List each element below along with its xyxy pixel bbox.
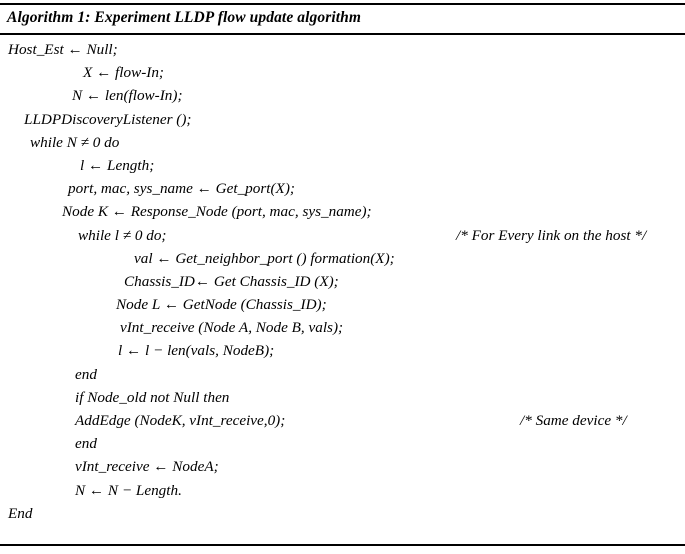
algorithm-line <box>0 200 685 223</box>
algorithm-line-code: end <box>75 365 97 383</box>
algorithm-line <box>0 455 685 478</box>
algorithm-body <box>0 38 685 525</box>
algorithm-line-code: end <box>75 435 97 453</box>
algorithm-line-code: Host_Est ← Null; <box>8 41 118 58</box>
title-rule-divider <box>0 33 685 35</box>
bottom-rule-divider <box>0 544 685 546</box>
algorithm-line-code: if Node_old not Null then <box>75 388 230 406</box>
algorithm-line-code: l ← l − len(vals, NodeB); <box>118 342 275 360</box>
algorithm-line <box>0 502 685 525</box>
algorithm-line <box>0 108 685 131</box>
algorithm-line <box>0 38 685 61</box>
algorithm-line-code: vInt_receive (Node A, Node B, vals); <box>120 319 344 337</box>
algorithm-line-code: End <box>8 504 33 522</box>
algorithm-line-code: Chassis_ID← Get Chassis_ID (X); <box>124 272 339 290</box>
algorithm-line <box>0 409 685 432</box>
algorithm-line <box>0 270 685 293</box>
algorithm-line <box>0 224 685 247</box>
algorithm-line-code: AddEdge (NodeK, vInt_receive,0); <box>75 412 286 429</box>
algorithm-line-code: val ← Get_neighbor_port () formation(X); <box>134 249 395 267</box>
algorithm-line <box>0 386 685 409</box>
algorithm-line-code: while l ≠ 0 do; <box>78 226 167 244</box>
algorithm-line-comment: /* Same device */ <box>520 412 627 429</box>
algorithm-line <box>0 339 685 362</box>
algorithm-line-code: port, mac, sys_name ← Get_port(X); <box>68 180 295 198</box>
algorithm-line-code: Node L ← GetNode (Chassis_ID); <box>116 296 327 314</box>
algorithm-line-code: l ← Length; <box>80 156 155 174</box>
algorithm-line <box>0 247 685 270</box>
algorithm-line-code: vInt_receive ← NodeA; <box>75 458 219 476</box>
algorithm-line-code: Node K ← Response_Node (port, mac, sys_name); <box>62 203 372 221</box>
algorithm-line <box>0 84 685 107</box>
algorithm-line <box>0 154 685 177</box>
algorithm-line <box>0 131 685 154</box>
algorithm-line <box>0 432 685 455</box>
algorithm-line-code: X ← flow-In; <box>83 64 164 82</box>
top-rule-divider <box>0 3 685 5</box>
algorithm-line <box>0 61 685 84</box>
algorithm-line-comment: /* For Every link on the host */ <box>456 226 647 244</box>
algorithm-line <box>0 293 685 316</box>
algorithm-line <box>0 177 685 200</box>
algorithm-line-code: N ← len(flow-In); <box>72 87 183 105</box>
algorithm-line <box>0 316 685 339</box>
algorithm-line <box>0 479 685 502</box>
algorithm-line-code: N ← N − Length. <box>75 481 182 499</box>
algorithm-title: Algorithm 1: Experiment LLDP flow update algorithm <box>7 9 362 26</box>
algorithm-line-code: LLDPDiscoveryListener (); <box>24 110 192 128</box>
algorithm-line-code: while N ≠ 0 do <box>30 133 120 151</box>
algorithm-line <box>0 363 685 386</box>
